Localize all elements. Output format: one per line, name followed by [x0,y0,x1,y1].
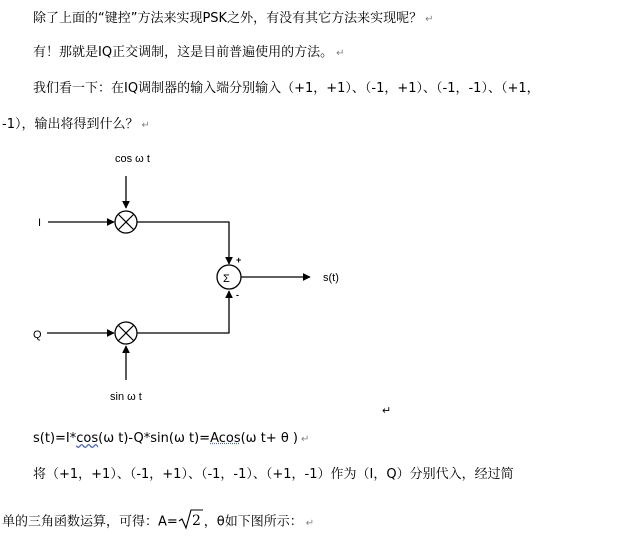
paragraph-3-text-1: 我们看一下：在IQ调制器的输入端分别输入（+1，+1）、（-1，+1）、（-1，-1）、（+1， [33,81,540,96]
paragraph-mark: ↵ [425,14,434,25]
sqrt-value: 2 [191,513,201,529]
paragraph-2 [33,44,344,63]
formula-part-3: (ω t+ θ ) [240,431,298,446]
paragraph-5-line-1 [33,466,514,484]
paragraph-3-line-2 [2,116,150,135]
paragraph-mark: ↵ [382,405,392,417]
formula-cos: cos [76,431,99,446]
paragraph-1-text: 除了上面的“键控”方法来实现PSK之外，有没有其它方法来实现呢？ [33,11,423,26]
paragraph-mark: ↵ [305,517,315,529]
paragraph-mark: ↵ [300,434,310,445]
formula-part-2: (ω t)-Q*sin(ω t)= [98,431,211,446]
plus-sign: + [236,255,242,265]
paragraph-1 [33,10,433,29]
bottom-to-sum-path [137,291,229,333]
i-input-label: I [38,217,42,229]
sqrt-icon [178,508,204,530]
summing-junction [217,265,241,289]
formula-line [33,430,309,449]
sqrt-expression [178,508,204,536]
paragraph-5-text-2a: 单的三角函数运算，可得：A= [2,514,178,530]
paragraph-3-text-2: -1），输出将得到什么？ [2,117,139,132]
paragraph-5-line-2 [2,508,314,536]
formula-acos: Acos [210,431,241,446]
paragraph-mark: ↵ [141,120,150,131]
paragraph-mark: ↵ [336,48,345,59]
sum-symbol: Σ [223,273,230,285]
formula-part-1: s(t)=I* [33,431,77,446]
paragraph-2-text: 有！那就是IQ正交调制，这是目前普遍使用的方法。 [33,45,334,60]
top-to-sum-path [137,222,229,264]
minus-sign: - [236,290,239,300]
output-label: s(t) [323,272,339,284]
paragraph-3-line-1 [33,80,540,98]
paragraph-5-text-1: 将（+1，+1）、（-1，+1）、（-1，-1）、（+1，-1）作为（I，Q）分别代入，经过简 [33,467,514,482]
top-multiplier [115,211,137,233]
q-input-label: Q [33,329,42,341]
sin-label: sin ω t [110,391,142,403]
iq-modulator-diagram [0,140,629,417]
bottom-multiplier [115,322,137,344]
cos-label: cos ω t [115,153,150,165]
paragraph-5-text-2b: ，θ如下图所示： [203,514,303,530]
